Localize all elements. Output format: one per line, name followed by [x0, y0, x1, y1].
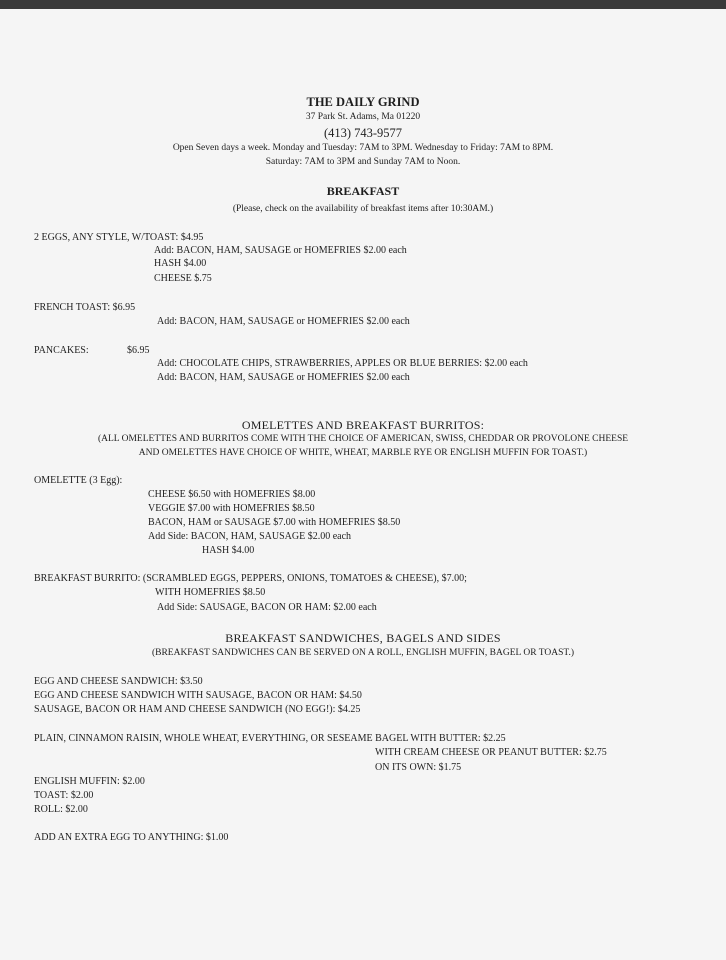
item-omelette-add-side: Add Side: BACON, HAM, SAUSAGE $2.00 each [148, 531, 352, 542]
item-burrito-add: Add Side: SAUSAGE, BACON OR HAM: $2.00 each [157, 602, 377, 613]
hours-line-2: Saturday: 7AM to 3PM and Sunday 7AM to Noon. [265, 157, 461, 167]
item-omelette-meat: BACON, HAM or SAUSAGE $7.00 with HOMEFRIES $8.50 [148, 517, 401, 528]
item-extra-egg: ADD AN EXTRA EGG TO ANYTHING: $1.00 [34, 832, 229, 843]
item-bagel: PLAIN, CINNAMON RAISIN, WHOLE WHEAT, EVERYTHING, OR SESEAME BAGEL WITH BUTTER: $2.25 [34, 733, 506, 744]
section-title-breakfast: BREAKFAST [326, 184, 400, 198]
item-pancakes-label: PANCAKES: [34, 345, 89, 356]
item-french-toast-add: Add: BACON, HAM, SAUSAGE or HOMEFRIES $2.00 each [157, 316, 410, 327]
item-omelette-veggie: VEGGIE $7.00 with HOMEFRIES $8.50 [148, 503, 315, 514]
item-omelette-hash: HASH $4.00 [202, 545, 255, 556]
item-meat-cheese-sandwich: SAUSAGE, BACON OR HAM AND CHEESE SANDWICH (NO EGG!): $4.25 [34, 704, 361, 715]
item-omelette-cheese: CHEESE $6.50 with HOMEFRIES $8.00 [148, 489, 316, 500]
item-omelette-label: OMELETTE (3 Egg): [34, 475, 123, 486]
restaurant-name: THE DAILY GRIND [306, 95, 420, 109]
item-pancakes-add-1: Add: CHOCOLATE CHIPS, STRAWBERRIES, APPLES OR BLUE BERRIES: $2.00 each [157, 358, 528, 369]
omelettes-note-1: (ALL OMELETTES AND BURRITOS COME WITH THE CHOICE OF AMERICAN, SWISS, CHEDDAR OR PROVOLONE CHEESE [97, 434, 629, 444]
item-bagel-cream-cheese: WITH CREAM CHEESE OR PEANUT BUTTER: $2.75 [375, 747, 607, 758]
restaurant-phone: (413) 743-9577 [323, 126, 403, 140]
item-eggs-hash: HASH $4.00 [154, 258, 207, 269]
item-english-muffin: ENGLISH MUFFIN: $2.00 [34, 776, 145, 787]
item-egg-cheese-meat-sandwich: EGG AND CHEESE SANDWICH WITH SAUSAGE, BACON OR HAM: $4.50 [34, 690, 362, 701]
window-top-bar [0, 0, 726, 9]
section-title-omelettes: OMELETTES AND BREAKFAST BURRITOS: [241, 418, 485, 432]
item-egg-cheese-sandwich: EGG AND CHEESE SANDWICH: $3.50 [34, 676, 203, 687]
item-pancakes-add-2: Add: BACON, HAM, SAUSAGE or HOMEFRIES $2.00 each [157, 372, 410, 383]
item-pancakes-price: $6.95 [127, 345, 150, 356]
item-burrito: BREAKFAST BURRITO: (SCRAMBLED EGGS, PEPPERS, ONIONS, TOMATOES & CHEESE), $7.00; [34, 573, 467, 584]
item-burrito-homefries: WITH HOMEFRIES $8.50 [155, 587, 266, 598]
sandwiches-note: (BREAKFAST SANDWICHES CAN BE SERVED ON A ROLL, ENGLISH MUFFIN, BAGEL OR TOAST.) [151, 648, 575, 658]
item-eggs-cheese: CHEESE $.75 [154, 273, 212, 284]
hours-line-1: Open Seven days a week. Monday and Tuesday: 7AM to 3PM. Wednesday to Friday: 7AM to 8PM. [172, 143, 554, 153]
section-title-sandwiches: BREAKFAST SANDWICHES, BAGELS AND SIDES [225, 631, 501, 645]
item-bagel-own: ON ITS OWN: $1.75 [375, 762, 462, 773]
item-eggs: 2 EGGS, ANY STYLE, W/TOAST: $4.95 [34, 232, 204, 243]
item-roll: ROLL: $2.00 [34, 804, 88, 815]
breakfast-note: (Please, check on the availability of breakfast items after 10:30AM.) [232, 204, 494, 214]
item-toast: TOAST: $2.00 [34, 790, 94, 801]
item-eggs-add: Add: BACON, HAM, SAUSAGE or HOMEFRIES $2.00 each [154, 245, 407, 256]
restaurant-address: 37 Park St. Adams, Ma 01220 [305, 112, 421, 122]
omelettes-note-2: AND OMELETTES HAVE CHOICE OF WHITE, WHEAT, MARBLE RYE OR ENGLISH MUFFIN FOR TOAST.) [138, 448, 588, 458]
item-french-toast: FRENCH TOAST: $6.95 [34, 302, 136, 313]
